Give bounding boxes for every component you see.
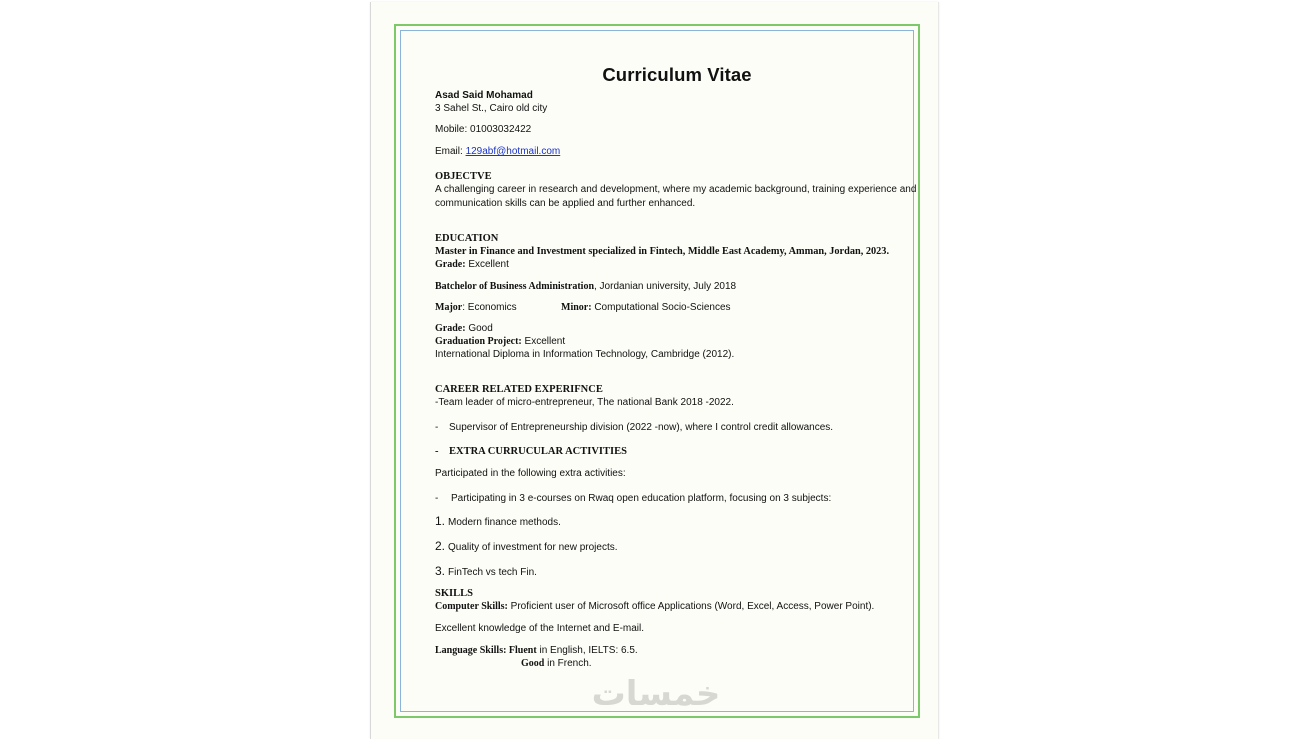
education-bachelor (435, 280, 905, 293)
document-page (370, 2, 939, 739)
objective-line-1: A challenging career in research and development, where my academic background, training experience and (435, 184, 917, 195)
education-grade-1 (435, 258, 905, 271)
list-number: 3. (435, 564, 446, 578)
list-number: 2. (435, 539, 446, 553)
cv-email-line (435, 145, 905, 158)
objective-line-2: communication skills can be applied and further enhanced. (435, 198, 696, 209)
skills-french (435, 657, 905, 670)
grade-1-label: Grade: (435, 259, 466, 270)
education-diploma: International Diploma in Information Technology, Cambridge (2012). (435, 349, 735, 360)
list-item-text: FinTech vs tech Fin. (448, 567, 537, 578)
extra-bullet-text: Participating in 3 e-courses on Rwaq open education platform, focusing on 3 subjects: (451, 493, 832, 504)
minor-label: Minor: (561, 302, 592, 313)
career-item-2 (435, 421, 905, 434)
education-grade-2 (435, 322, 905, 335)
career-item-1: -Team leader of micro-entrepreneur, The national Bank 2018 -2022. (435, 397, 734, 408)
bachelor-label: Batchelor of Business Administration (435, 281, 594, 292)
dash-bullet: - (435, 493, 439, 504)
good-label: Good (521, 658, 545, 669)
extra-list-item-3 (435, 565, 905, 579)
career-item-2-text: Supervisor of Entrepreneurship division (2022 -now), where I control credit allowances. (449, 422, 834, 433)
computer-value: Proficient user of Microsoft office Applications (Word, Excel, Access, Power Point). (507, 601, 875, 612)
list-item-text: Modern finance methods. (448, 517, 561, 528)
extra-list-item-1 (435, 515, 905, 529)
skills-heading: SKILLS (435, 588, 473, 599)
skills-computer (435, 600, 905, 613)
grade-1-value: Excellent (465, 259, 509, 270)
site-watermark: خمسات (591, 674, 721, 714)
objective-heading: OBJECTVE (435, 171, 492, 182)
dash-bullet: - (435, 446, 439, 457)
minor-value: Computational Socio-Sciences (591, 302, 731, 313)
email-link[interactable]: 129abf@hotmail.com (465, 146, 561, 157)
minor-block (561, 301, 731, 314)
education-master: Master in Finance and Investment specialized in Fintech, Middle East Academy, Amman, Jordan, 2023. (435, 246, 890, 257)
extra-intro: Participated in the following extra activities: (435, 468, 626, 479)
education-major-minor (435, 301, 905, 314)
cv-address: 3 Sahel St., Cairo old city (435, 103, 548, 114)
skills-internet: Excellent knowledge of the Internet and E-mail. (435, 623, 645, 634)
good-value: in French. (544, 658, 592, 669)
project-label: Graduation Project: (435, 336, 522, 347)
list-number: 1. (435, 514, 446, 528)
dash-bullet: - (435, 422, 439, 433)
computer-label: Computer Skills: (435, 601, 508, 612)
extra-heading (435, 445, 905, 458)
list-item-text: Quality of investment for new projects. (448, 542, 618, 553)
cv-title: Curriculum Vitae (602, 64, 752, 85)
extra-bullet (435, 492, 905, 505)
education-heading: EDUCATION (435, 233, 499, 244)
language-value: in English, IELTS: 6.5. (536, 645, 638, 656)
grade-2-value: Good (465, 323, 493, 334)
cv-mobile: Mobile: 01003032422 (435, 124, 532, 135)
grade-2-label: Grade: (435, 323, 466, 334)
education-project (435, 335, 905, 348)
email-label: Email: (435, 146, 466, 157)
cv-content (435, 64, 917, 670)
major-value: : Economics (462, 302, 517, 313)
language-label: Language Skills: Fluent (435, 645, 537, 656)
major-label: Major (435, 302, 463, 313)
extra-heading-text: EXTRA CURRUCULAR ACTIVITIES (449, 446, 627, 457)
career-heading: CAREER RELATED EXPERIFNCE (435, 384, 603, 395)
skills-language (435, 644, 905, 657)
bachelor-value: , Jordanian university, July 2018 (594, 281, 737, 292)
cv-name: Asad Said Mohamad (435, 90, 533, 101)
extra-list-item-2 (435, 540, 905, 554)
project-value: Excellent (521, 336, 566, 347)
